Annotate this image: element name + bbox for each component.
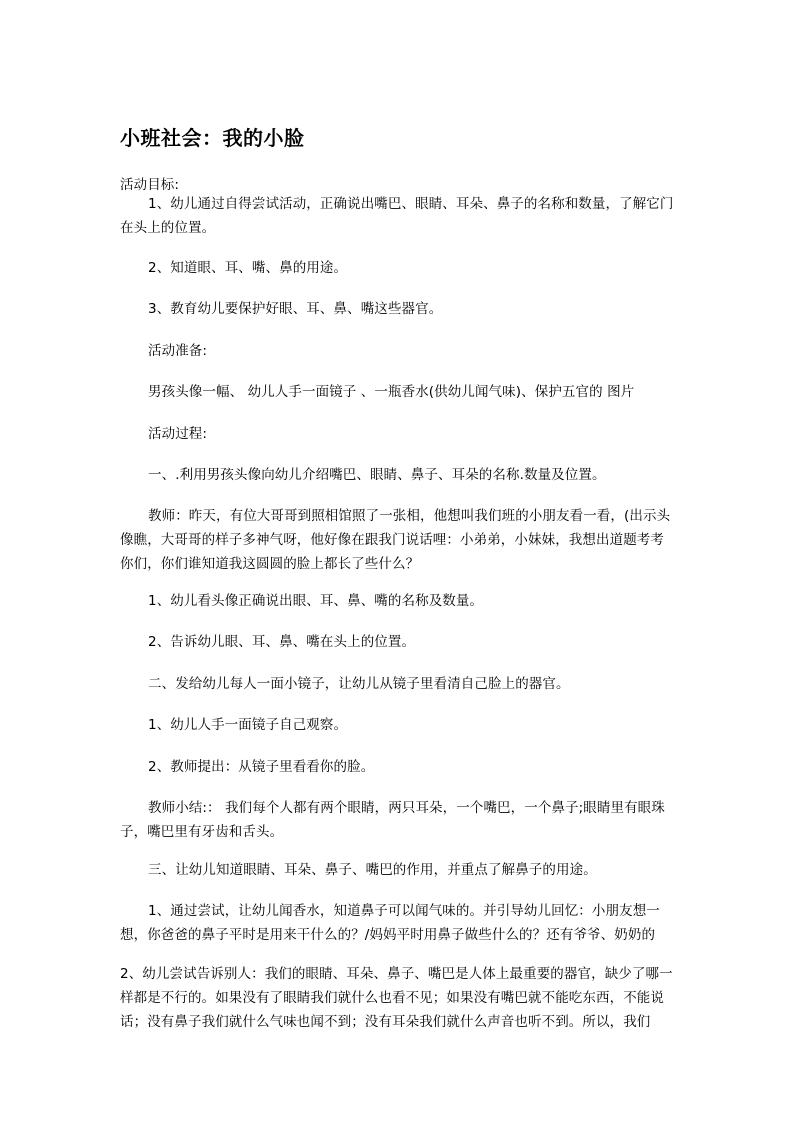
paragraph: 二、发给幼儿每人一面小镜子，让幼儿从镜子里看清自己脸上的器官。: [148, 676, 570, 692]
section-heading-process: 活动过程:: [148, 426, 208, 442]
document-title: 小班社会：我的小脸: [120, 126, 305, 150]
paragraph: 男孩头像一幅、 幼儿人手一面镜子 、一瓶香水(供幼儿闻气味)、保护五官的 图片: [148, 384, 635, 400]
paragraph: 1、幼儿通过自得尝试活动，正确说出嘴巴、眼睛、耳朵、鼻子的名称和数量，了解它门在头上的位置。: [120, 196, 674, 236]
section-heading-preparation: 活动准备:: [148, 343, 208, 359]
paragraph: 3、教育幼儿要保护好眼、耳、鼻、嘴这些器官。: [148, 301, 443, 317]
paragraph: 2、告诉幼儿眼、耳、鼻、嘴在头上的位置。: [148, 634, 416, 650]
paragraph: 2、知道眼、耳、嘴、鼻的用途。: [148, 260, 348, 276]
section-heading-goals: 活动目标:: [120, 177, 180, 193]
paragraph: 教师小结:： 我们每个人都有两个眼睛，两只耳朵，一个嘴巴，一个鼻子;眼睛里有眼珠子，嘴巴里有牙齿和舌头。: [120, 800, 665, 840]
paragraph: 三、让幼儿知道眼睛、耳朵、鼻子、嘴巴的作用，并重点了解鼻子的用途。: [148, 862, 597, 878]
paragraph: 1、通过尝试，让幼儿闻香水，知道鼻子可以闻气味的。并引导幼儿回忆：小朋友想一想，你爸爸的鼻子平时是用来干什么的？/妈妈平时用鼻子做些什么的？还有爷爷、奶奶的: [120, 903, 660, 943]
paragraph: 2、幼儿尝试告诉别人：我们的眼睛、耳朵、鼻子、嘴巴是人体上最重要的器官，缺少了哪一样都是不行的。如果没有了眼睛我们就什么也看不见；如果没有嘴巴就不能吃东西，不能说话；没有鼻子我们就什么气味也闻不到；没有耳朵我们就什么声音也听不到。所以，我们: [120, 966, 673, 1030]
paragraph: 教师：昨天，有位大哥哥到照相馆照了一张相，他想叫我们班的小朋友看一看，(出示头像瞧，大哥哥的样子多神气呀，他好像在跟我门说话哩：小弟弟，小妹妹，我想出道题考考你们，你们谁知道我这圆圆的脸上都长了些什么？: [120, 508, 671, 572]
paragraph: 1、幼儿看头像正确说出眼、耳、鼻、嘴的名称及数量。: [148, 593, 484, 609]
paragraph: 1、幼儿人手一面镜子自己观察。: [148, 717, 348, 733]
paragraph: 2、教师提出：从镜子里看看你的脸。: [148, 759, 375, 775]
paragraph: 一、.利用男孩头像向幼儿介绍嘴巴、眼睛、鼻子、耳朵的名称.数量及位置。: [148, 467, 606, 483]
